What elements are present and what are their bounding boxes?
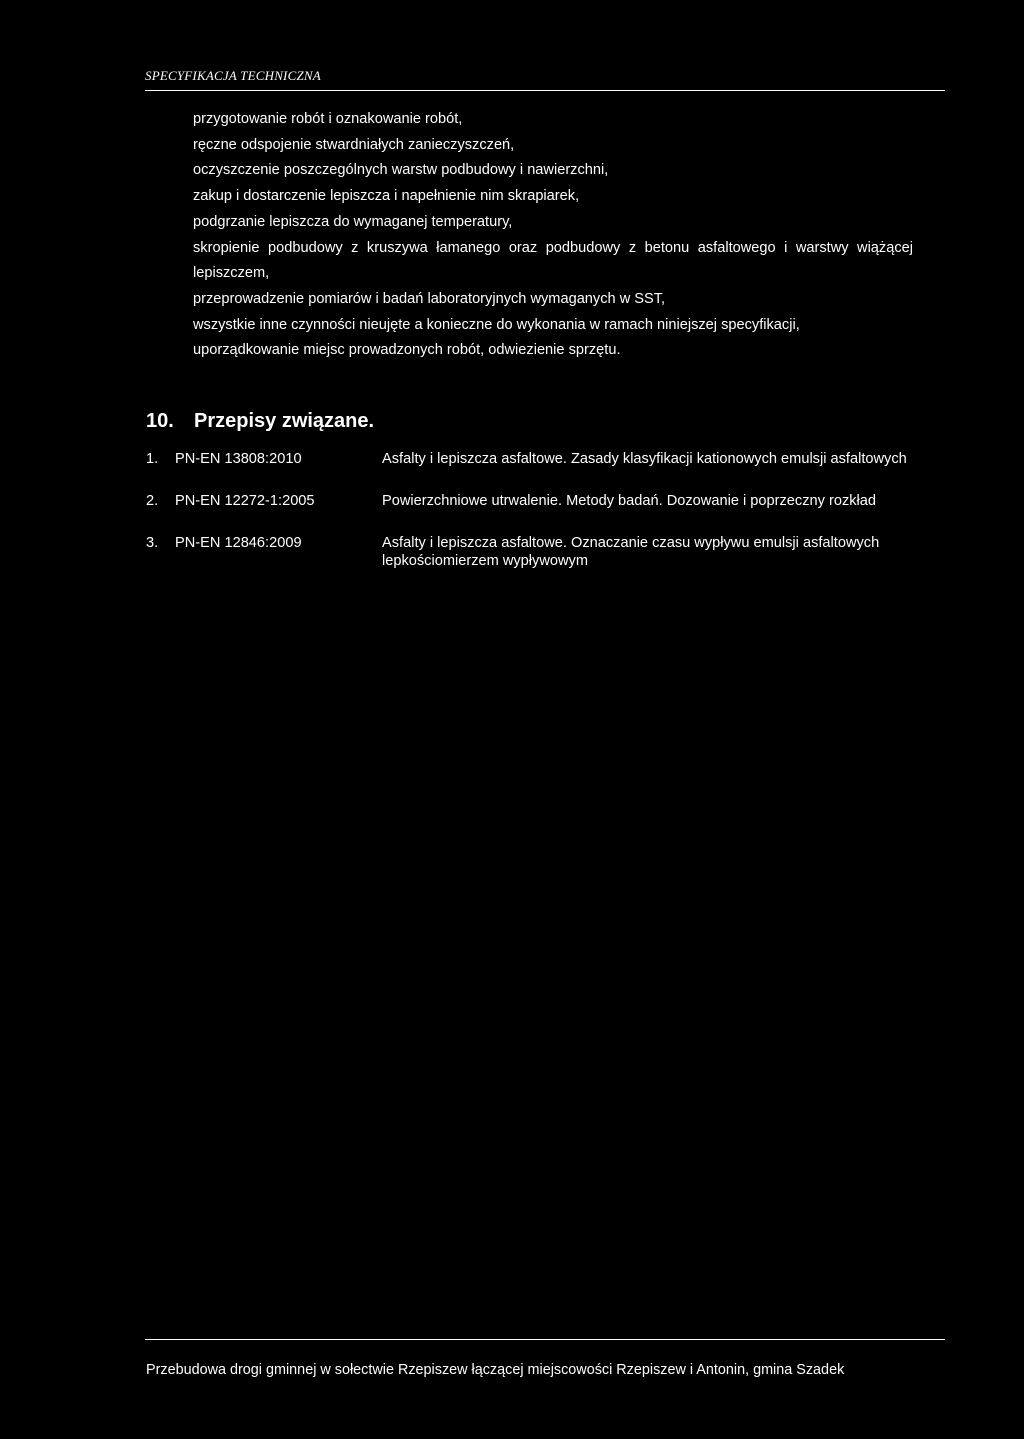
work-item: wszystkie inne czynności nieujęte a konieczne do wykonania w ramach niniejszej specyfikacji,: [193, 316, 800, 333]
document-header-title: SPECYFIKACJA TECHNICZNA: [145, 68, 321, 83]
standard-number: 2.: [146, 493, 159, 509]
standard-code: PN-EN 12846:2009: [175, 535, 302, 551]
standard-code: PN-EN 12272-1:2005: [175, 493, 315, 509]
work-item: przygotowanie robót i oznakowanie robót,: [193, 111, 463, 127]
work-item: uporządkowanie miejsc prowadzonych robót, odwiezienie sprzętu.: [193, 342, 621, 359]
work-item: przeprowadzenie pomiarów i badań laboratoryjnych wymaganych w SST,: [193, 290, 666, 307]
section-title: Przepisy związane.: [194, 410, 375, 432]
standard-row: [146, 450, 926, 486]
header-divider: [145, 90, 945, 91]
standard-row: [146, 492, 926, 528]
work-item: skropienie podbudowy z kruszywa łamanego oraz podbudowy z betonu asfaltowego i warstwy wiążącej lepiszczem,: [193, 239, 913, 282]
standards-list: [146, 450, 926, 576]
work-item: ręczne odspojenie stwardniałych zanieczyszczeń,: [193, 136, 515, 153]
standard-code: PN-EN 13808:2010: [175, 451, 302, 467]
standard-title: Asfalty i lepiszcza asfaltowe. Oznaczanie czasu wypływu emulsji asfaltowych lepkościomierzem wypływowym: [382, 535, 880, 569]
work-item: podgrzanie lepiszcza do wymaganej temperatury,: [193, 213, 513, 230]
standard-row: [146, 534, 926, 570]
work-scope-list: [193, 107, 913, 364]
section-number: 10.: [146, 410, 174, 432]
footer-divider: [145, 1339, 945, 1340]
section-heading: [146, 410, 374, 433]
standard-title: Asfalty i lepiszcza asfaltowe. Zasady klasyfikacji kationowych emulsji asfaltowych: [382, 451, 907, 467]
work-item: zakup i dostarczenie lepiszcza i napełnienie nim skrapiarek,: [193, 188, 580, 205]
work-item: oczyszczenie poszczególnych warstw podbudowy i nawierzchni,: [193, 162, 609, 179]
standard-number: 3.: [146, 535, 159, 551]
standard-number: 1.: [146, 451, 159, 467]
footer-project-name: Przebudowa drogi gminnej w sołectwie Rzepiszew łączącej miejscowości Rzepiszew i Antonin, gmina Szadek: [146, 1362, 845, 1378]
standard-title: Powierzchniowe utrwalenie. Metody badań. Dozowanie i poprzeczny rozkład: [382, 493, 877, 509]
